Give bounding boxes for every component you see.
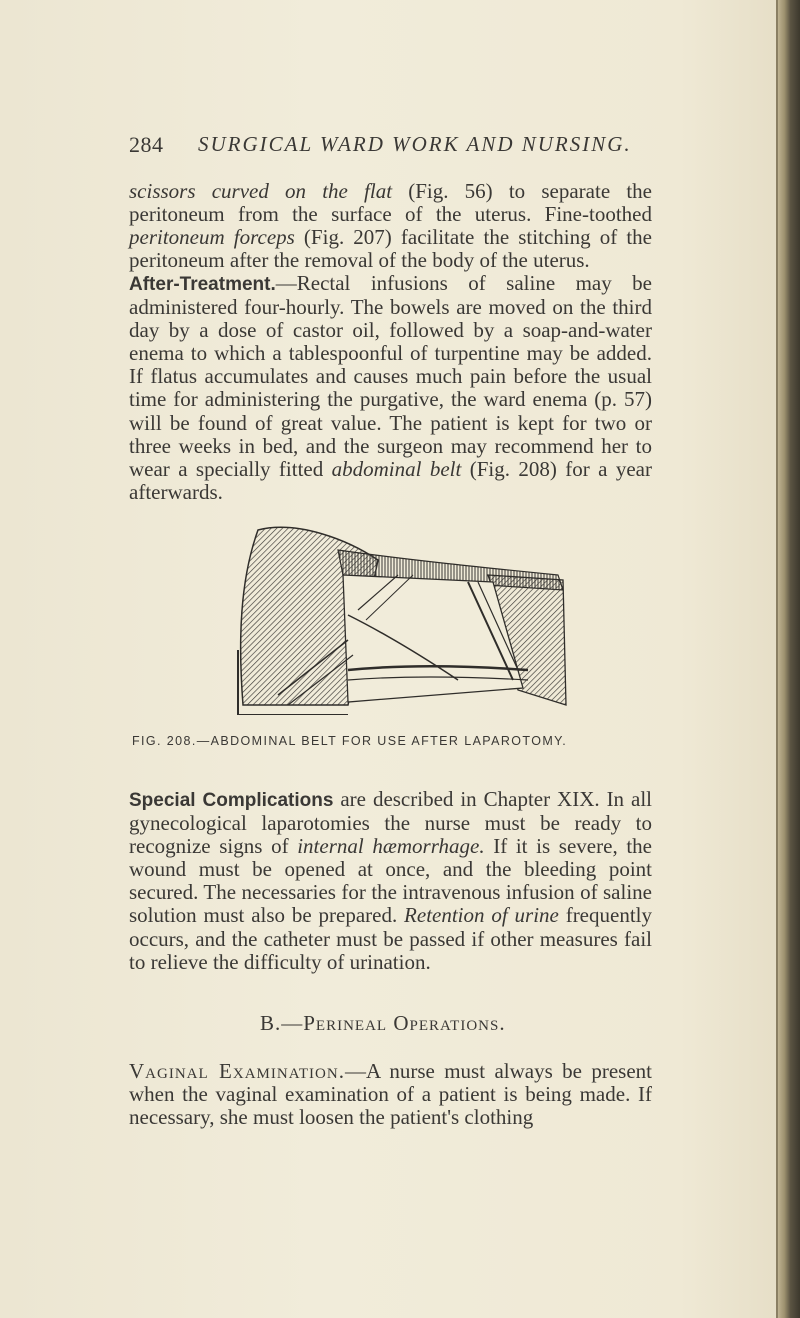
page-edge-shadow	[776, 0, 800, 1318]
section-heading: B.—Perineal Operations.	[260, 1011, 506, 1035]
text-run: —Rectal infusions of saline may be administered four-hourly. The bowels are moved on the third day by a dose of castor oil, followed by a soap-and-water enema to which a tablespoonful of turpentine may be added. If flatus accumulates and causes much pain before the usual time for administering the purgative, the ward enema (p. 57) will be found of great value. The patient is kept for two or three weeks in bed, and the surgeon may recommend her to wear a specially fitted	[129, 271, 652, 481]
italic-phrase: Retention of urine	[404, 903, 559, 928]
page-edge-line	[776, 0, 778, 1318]
abdominal-belt-illustration	[228, 520, 568, 715]
text-run: If it is severe, the wound must be opened at once, and the bleeding point secured. The necessaries for the intravenous infusion of saline solution must also be prepared.	[129, 834, 652, 928]
italic-phrase: abdominal belt	[331, 456, 462, 481]
italic-phrase: internal hæmorrhage.	[297, 834, 485, 859]
bold-heading: After-Treatment.	[129, 274, 276, 295]
page-number: 284	[129, 132, 164, 157]
text-run: are described in Chapter XIX. In all gynecological laparotomies the nurse must be ready to recognize signs of	[129, 787, 652, 859]
text-run: (Fig. 208) for a year afterwards.	[129, 456, 652, 504]
bold-heading: Special Complications	[129, 790, 334, 811]
text-run: frequently occurs, and the catheter must be passed if other measures fail to relieve the difficulty of urination.	[129, 903, 652, 974]
running-header	[129, 132, 649, 162]
text-run: —A nurse must always be present when the vaginal examination of a patient is being made. If necessary, she must loosen the patient's clothing	[129, 1059, 652, 1130]
text-run: (Fig. 56) to separate the peritoneum from the surface of the uterus. Fine-toothed	[129, 179, 652, 227]
paragraph-after-treatment	[129, 272, 652, 504]
paragraph-special-complications	[129, 788, 652, 974]
figure-caption: FIG. 208.—ABDOMINAL BELT FOR USE AFTER LAPAROTOMY.	[132, 734, 568, 748]
running-title: SURGICAL WARD WORK AND NURSING.	[198, 132, 632, 156]
italic-phrase: peritoneum forceps	[129, 225, 295, 250]
paragraph-instruments	[129, 180, 652, 272]
text-run: (Fig. 207) facilitate the stitching of the peritoneum after the removal of the body of the uterus.	[129, 225, 652, 273]
italic-phrase: scissors curved on the flat	[129, 179, 393, 203]
small-caps-heading: Vaginal Examination.	[129, 1059, 345, 1083]
paragraph-vaginal-examination	[129, 1060, 652, 1129]
